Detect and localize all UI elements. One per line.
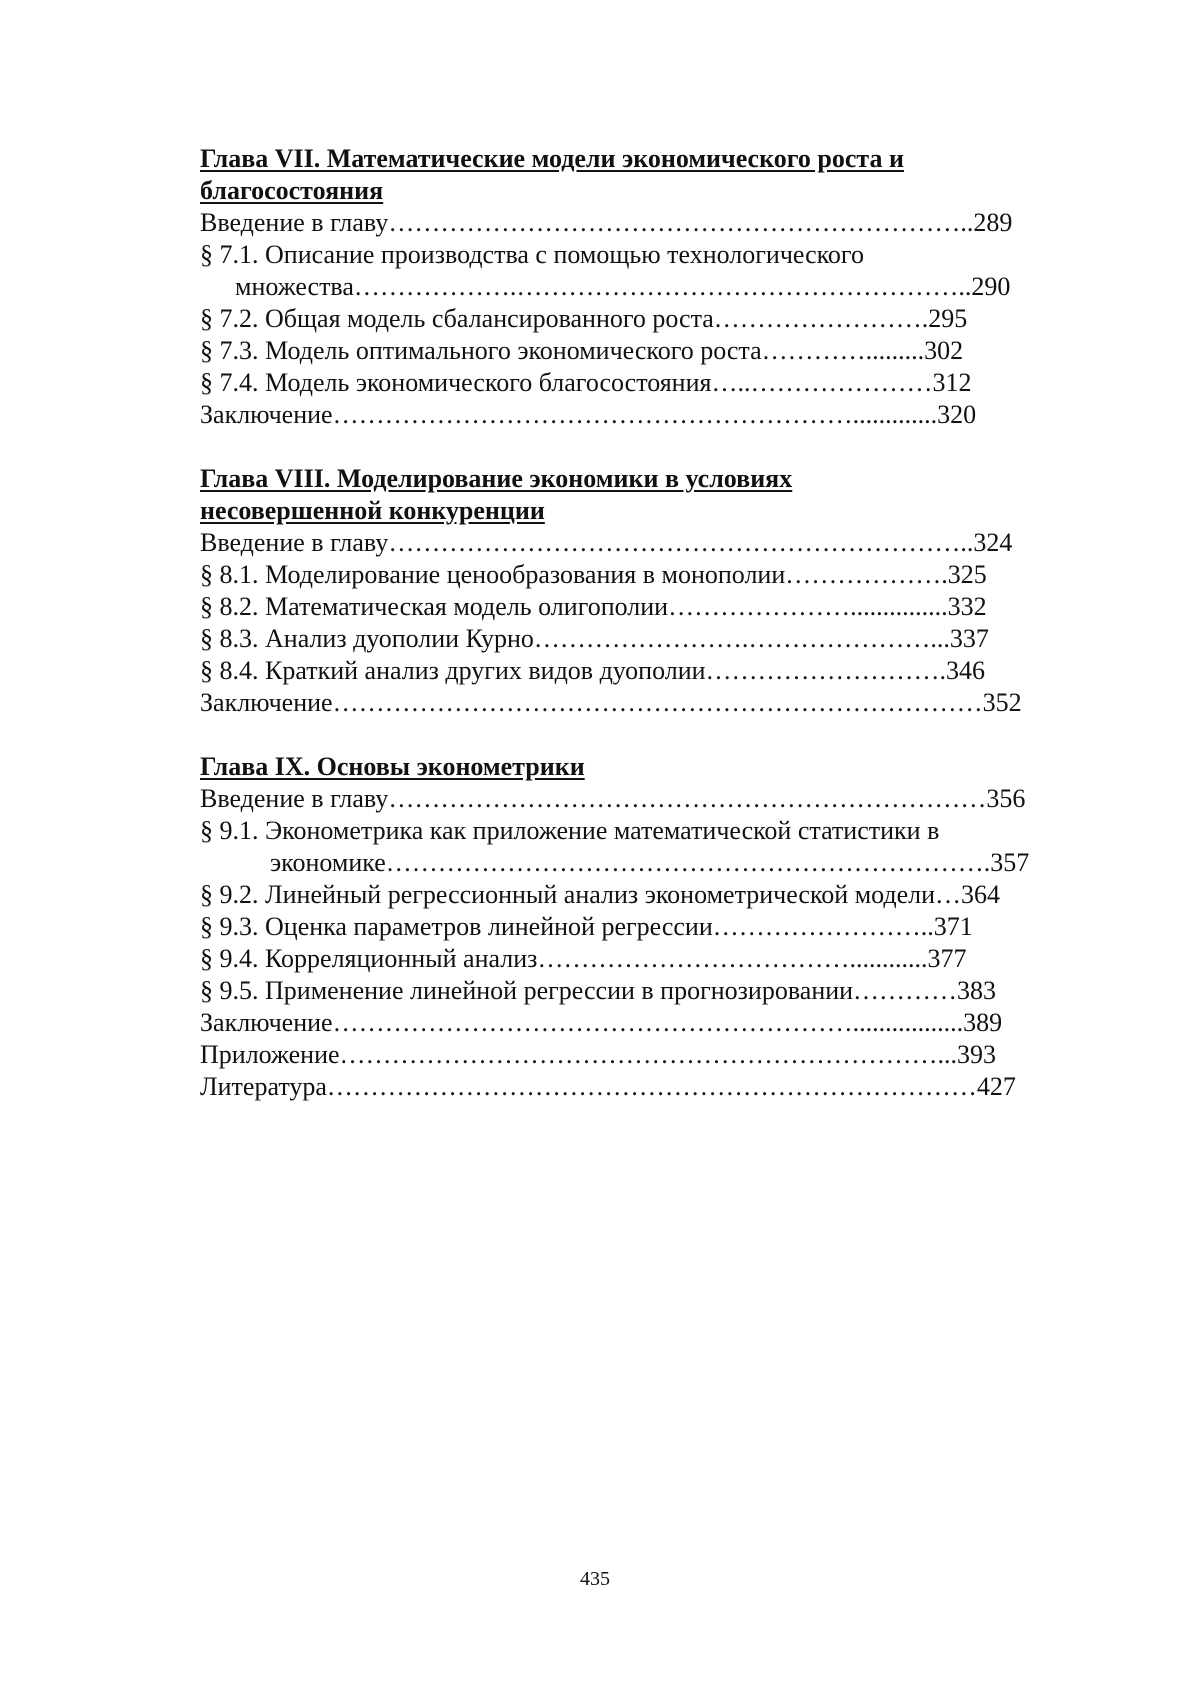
toc-entry[interactable]: § 7.1. Описание производства с помощью технологического bbox=[200, 240, 864, 269]
toc-entry[interactable]: Заключение…………………………………………………………………352 bbox=[200, 688, 1022, 717]
toc-entry[interactable]: Заключение…………………………………………………….................389 bbox=[200, 1008, 1003, 1037]
chapter-title-line: Глава VII. Математические модели экономического роста и bbox=[200, 144, 904, 173]
toc-entry[interactable]: § 9.3. Оценка параметров линейной регрессии……………………..371 bbox=[200, 912, 973, 941]
toc-entry[interactable]: § 9.1. Эконометрика как приложение математической статистики в bbox=[200, 816, 940, 845]
toc-entry[interactable]: § 9.4. Корреляционный анализ………………………………............377 bbox=[200, 944, 967, 973]
table-of-contents bbox=[200, 143, 1080, 1135]
toc-entry[interactable]: Заключение…………………………………………………….............320 bbox=[200, 400, 977, 429]
toc-entry[interactable]: Литература…………………………………………………………………427 bbox=[200, 1072, 1016, 1101]
toc-entry[interactable]: § 8.3. Анализ дуополии Курно…………………….…………………...337 bbox=[200, 624, 989, 653]
chapter-8 bbox=[200, 463, 1080, 719]
chapter-title-line: Глава VIII. Моделирование экономики в условиях bbox=[200, 464, 793, 493]
chapter-9 bbox=[200, 751, 1080, 1103]
toc-entry-continuation[interactable]: экономике…………………………………………………………….357 bbox=[270, 848, 1030, 877]
chapter-title-line: Глава IX. Основы эконометрики bbox=[200, 752, 585, 781]
chapter-title bbox=[200, 751, 1080, 783]
toc-entry[interactable]: § 7.4. Модель экономического благосостояния…..…………………312 bbox=[200, 368, 972, 397]
chapter-title bbox=[200, 143, 1080, 207]
toc-entry[interactable]: Введение в главу…………………………………………………………..289 bbox=[200, 208, 1013, 237]
toc-entry[interactable]: § 8.1. Моделирование ценообразования в монополии……………….325 bbox=[200, 560, 987, 589]
toc-entry[interactable]: § 8.4. Краткий анализ других видов дуополии……………………….346 bbox=[200, 656, 986, 685]
toc-entry-continuation[interactable]: множества……………….……………………………………………..290 bbox=[235, 272, 1011, 301]
page-number: 435 bbox=[580, 1568, 610, 1590]
chapter-7 bbox=[200, 143, 1080, 431]
chapter-title-line: несовершенной конкуренции bbox=[200, 496, 545, 525]
toc-entry[interactable]: § 8.2. Математическая модель олигополии…………………...............332 bbox=[200, 592, 987, 621]
toc-entry[interactable]: Введение в главу…………………………………………………………..324 bbox=[200, 528, 1013, 557]
toc-entry[interactable]: Введение в главу……………………………………………………………356 bbox=[200, 784, 1026, 813]
toc-entry[interactable]: Приложение……………………………………………………………...393 bbox=[200, 1040, 997, 1069]
chapter-title-line: благосостояния bbox=[200, 176, 384, 205]
chapter-title bbox=[200, 463, 1080, 527]
toc-entry[interactable]: § 9.5. Применение линейной регрессии в прогнозировании…………383 bbox=[200, 976, 997, 1005]
toc-entry[interactable]: § 7.2. Общая модель сбалансированного роста…………………….295 bbox=[200, 304, 968, 333]
toc-entry[interactable]: § 7.3. Модель оптимального экономического роста………….........302 bbox=[200, 336, 964, 365]
toc-entry[interactable]: § 9.2. Линейный регрессионный анализ эконометрической модели…364 bbox=[200, 880, 1001, 909]
